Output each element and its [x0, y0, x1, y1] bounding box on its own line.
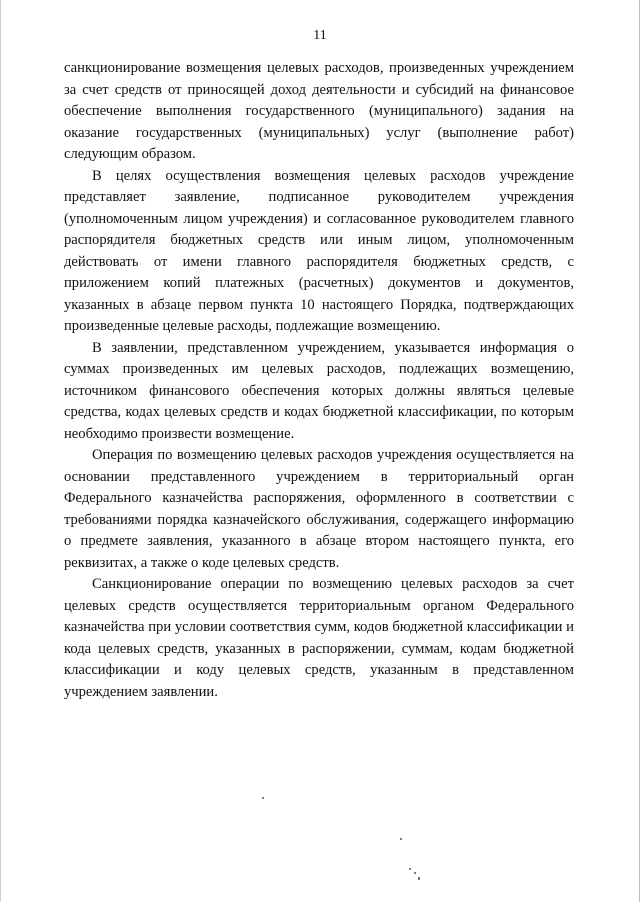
paragraph-reimbursement-operation: Операция по возмещению целевых расходов учреждения осуществляется на основании представленного учреждением в территориальный орган Федерального казначейства распоряжения, оформленного в соответствии с требованиями порядка казначейского обслуживания, содержащего информацию о предмете заявления, указанного в абзаце втором настоящего пункта, его реквизитах, а также о коде целевых средств. [64, 447, 574, 571]
paragraph-continuation: санкционирование возмещения целевых расходов, произведенных учреждением за счет средств от приносящей доход деятельности и субсидий на финансовое обеспечение выполнения государственного (муниципального) задания на оказание государственных (муниципальных) услуг (выполнение работ) следующим образом. [64, 60, 574, 162]
paragraph-authorization: Санкционирование операции по возмещению целевых расходов за счет целевых средств осуществляется территориальным органом Федерального казначейства при условии соответствия сумм, кодов бюджетной классификации и кода целевых средств, указанных в распоряжении, суммам, кодам бюджетной классификации и коду целевых средств, указанным в представленном учреждением заявлении. [64, 576, 574, 700]
document-body [64, 58, 574, 703]
paragraph-application: В целях осуществления возмещения целевых расходов учреждение представляет заявление, подписанное руководителем учреждения (уполномоченным лицом учреждения) и согласованное руководителем главного распорядителя бюджетных средств или иным лицом, уполномоченным действовать от имени главного распорядителя бюджетных средств, с приложением копий платежных (расчетных) документов и документов, указанных в абзаце первом пункта 10 настоящего Порядка, подтверждающих произведенные целевые расходы, подлежащие возмещению. [64, 167, 574, 334]
scan-speck [414, 872, 416, 874]
paragraph-application-contents: В заявлении, представленном учреждением, указывается информация о суммах произведенных им целевых расходов, подлежащих возмещению, источником финансового обеспечения которых должны являться целевые средства, кодах целевых средств и кодах бюджетной классификации, по которым необходимо произвести возмещение. [64, 339, 574, 442]
page-number: 11 [313, 28, 327, 43]
scan-speck [409, 868, 411, 870]
scan-speck [262, 797, 264, 799]
scan-speck [418, 877, 420, 880]
scan-speck [400, 838, 402, 840]
